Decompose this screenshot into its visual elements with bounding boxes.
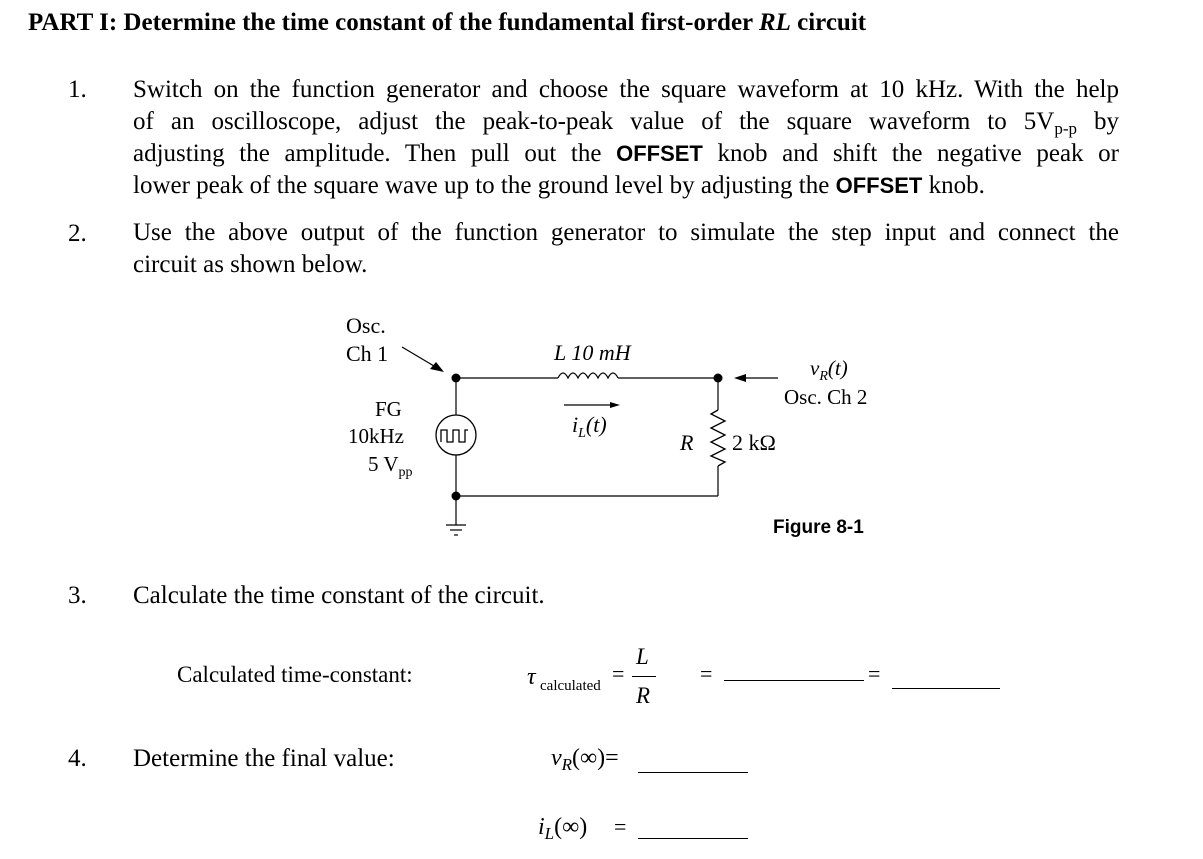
resistor-name-label: R <box>680 430 694 455</box>
osc-ch1-label-line1: Osc. <box>346 313 386 338</box>
tau-subscript: calculated <box>540 678 601 694</box>
final-answer-blank[interactable] <box>892 688 1000 689</box>
calculated-value-blank[interactable] <box>724 680 864 681</box>
step-1-text: Switch on the function generator and choose the square waveform at 10 kHz. With the help of an oscilloscope, adjust the peak-to-peak value of the square waveform to $5V_{p-p}$ by adjusting the amplitude. Then pull out the OFFSET knob and shift the negative peak or lower peak of the square wave up to the ground level by adjusting the OFFSET knob. <box>133 76 1120 199</box>
equals-3: = <box>868 661 881 686</box>
step-2-number: 2. <box>68 220 87 247</box>
node-bottom-left <box>452 492 461 501</box>
osc-ch1-label-line2: Ch 1 <box>346 341 389 366</box>
node-top-left <box>452 374 461 383</box>
fg-label-line1: FG <box>375 397 402 421</box>
current-label: $i_L(t)$ <box>572 412 607 441</box>
calculated-time-constant-label: Calculated time-constant: <box>177 662 413 687</box>
resistor-icon <box>711 410 725 466</box>
step-3-number: 3. <box>68 582 87 609</box>
osc-ch2-label: Osc. Ch 2 <box>784 385 868 409</box>
vr-infinity-label: $v_R(\infty)=$ <box>551 745 619 774</box>
inductor-icon <box>558 373 618 378</box>
page-title: PART I: Determine the time constant of the fundamental first-order RL circuit <box>28 9 867 36</box>
step-3-text: Calculate the time constant of the circuit. <box>133 582 545 609</box>
fraction-numerator: L <box>636 644 649 669</box>
step-2-text: Use the above output of the function generator to simulate the step input and connect the circuit as shown below. <box>133 219 1119 278</box>
inductor-label: L 10 mH <box>554 340 631 365</box>
function-generator-icon <box>436 415 476 455</box>
vr-label: $v_R(t)$ <box>810 356 848 384</box>
fraction-denominator: R <box>636 683 651 708</box>
tau-equals: = <box>612 661 625 686</box>
il-infinity-equals: = <box>614 814 627 839</box>
fg-label-line3: 5 $V_{pp}$ <box>368 452 413 480</box>
vr-infinity-blank[interactable] <box>638 772 748 773</box>
current-arrowhead-icon <box>610 402 620 408</box>
step-1-number: 1. <box>68 76 87 103</box>
il-infinity-blank[interactable] <box>638 838 748 839</box>
resistor-value-label: 2 kΩ <box>732 430 776 455</box>
step-4-number: 4. <box>68 745 87 772</box>
step-4-text: Determine the final value: <box>133 745 395 772</box>
fg-label-line2: 10kHz <box>348 424 404 448</box>
figure-caption: Figure 8-1 <box>773 517 864 538</box>
ch1-probe-arrow <box>402 347 434 366</box>
equals-2: = <box>700 661 713 686</box>
ch1-arrowhead-icon <box>430 362 444 372</box>
ch2-arrowhead-icon <box>734 374 746 382</box>
fraction-bar <box>632 676 656 677</box>
il-infinity-label: $i_L(\infty)$ <box>538 814 588 843</box>
tau-symbol: τ <box>527 664 536 690</box>
node-top-right <box>714 374 723 383</box>
